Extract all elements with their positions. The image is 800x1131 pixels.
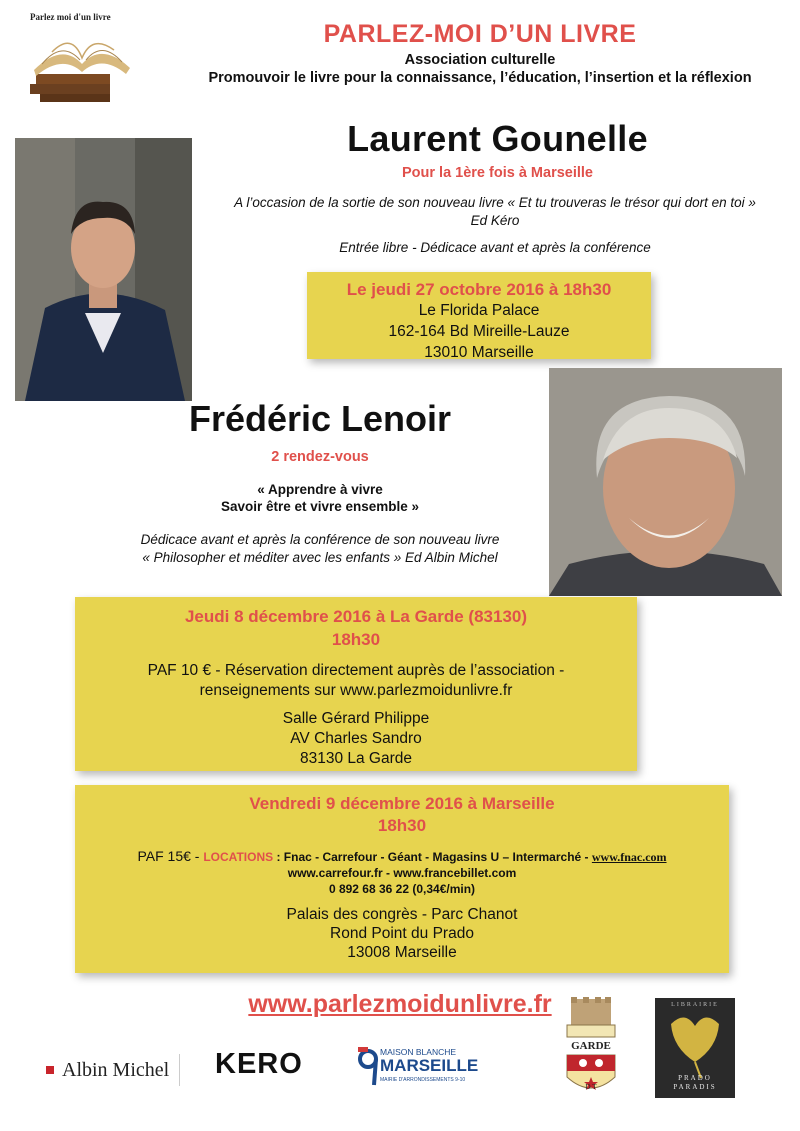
lenoir-event2-paf: PAF 15€ -	[137, 848, 204, 864]
lenoir-event2-box	[75, 785, 729, 973]
lenoir-event1-city: 83130 La Garde	[299, 750, 413, 767]
gounelle-entry-note: Entrée libre - Dédicace avant et après la conférence	[339, 240, 651, 255]
la-garde-crest-logo	[561, 997, 621, 1099]
lenoir-topic-line1: « Apprendre à vivre	[257, 482, 383, 497]
lenoir-event1-date: Jeudi 8 décembre 2016 à La Garde (83130)	[184, 607, 528, 626]
mairie-marseille-logo	[358, 1045, 483, 1093]
albin-michel-text: Albin Michel	[62, 1058, 170, 1081]
lenoir-description-line2: « Philosopher et méditer avec les enfants » Ed Albin Michel	[142, 550, 498, 565]
mairie-line2: MARSEILLE	[380, 1056, 479, 1075]
fnac-link[interactable]: www.fnac.com	[591, 850, 667, 864]
gounelle-event-venue: Le Florida Palace	[418, 302, 540, 319]
gounelle-event-city: 13010 Marseille	[424, 344, 534, 361]
logo-text: Parlez moi d'un livre	[30, 12, 111, 22]
ticket-links-line: www.carrefour.fr - www.francebillet.com	[287, 866, 517, 880]
lenoir-topic-line2: Savoir être et vivre ensemble »	[220, 499, 420, 514]
mairie-nine-icon	[358, 1047, 378, 1087]
lenoir-event1-time: 18h30	[331, 630, 381, 649]
lenoir-description-line1: Dédicace avant et après la conférence de son nouveau livre	[140, 532, 500, 547]
lenoir-event2-date: Vendredi 9 décembre 2016 à Marseille	[249, 794, 555, 813]
prado-top-text: LIBRAIRIE	[671, 1002, 719, 1008]
prado-line1: PRADO	[678, 1074, 712, 1082]
lenoir-event2-time: 18h30	[377, 816, 427, 835]
lenoir-event2-locations-line	[75, 847, 729, 865]
gounelle-first-time: Pour la 1ère fois à Marseille	[401, 165, 593, 181]
lenoir-event1-paf-line1: PAF 10 € - Réservation directement auprès de l’association -	[147, 662, 565, 679]
gounelle-description-line2: Ed Kéro	[470, 213, 520, 228]
prado-text	[655, 1074, 735, 1092]
lenoir-event2-venue: Palais des congrès - Parc Chanot	[286, 906, 518, 923]
gounelle-event-date: Le jeudi 27 octobre 2016 à 18h30	[346, 280, 612, 299]
lenoir-event2-address: Rond Point du Prado	[330, 925, 474, 942]
lenoir-event1-address: AV Charles Sandro	[290, 730, 422, 747]
lenoir-rdv: 2 rendez-vous	[271, 449, 369, 465]
gounelle-name: Laurent Gounelle	[347, 118, 648, 159]
org-tagline: Promouvoir le livre pour la connaissance, l’éducation, l’insertion et la réflexion	[208, 70, 752, 86]
crest-letters: D T	[585, 1083, 597, 1091]
prado-paradis-logo	[655, 998, 735, 1098]
lenoir-event1-venue: Salle Gérard Philippe	[282, 710, 430, 727]
locations-label: LOCATIONS	[203, 850, 274, 864]
frederic-lenoir-photo	[549, 368, 782, 596]
lenoir-event1-box	[75, 597, 637, 771]
albin-michel-logo	[40, 1054, 180, 1086]
albin-michel-square-icon	[46, 1066, 54, 1074]
gounelle-event-box	[307, 272, 651, 359]
mairie-line1: MAISON BLANCHE	[380, 1047, 457, 1057]
laurent-gounelle-photo	[15, 138, 192, 401]
association-logo	[22, 12, 134, 106]
ticket-phone: 0 892 68 36 22 (0,34€/min)	[328, 882, 476, 896]
crest-text: GARDE	[571, 1040, 611, 1052]
lenoir-name: Frédéric Lenoir	[188, 398, 452, 439]
lenoir-event1-paf-line2: renseignements sur www.parlezmoidunlivre.fr	[199, 682, 513, 699]
website-link[interactable]: www.parlezmoidunlivre.fr	[248, 990, 552, 1018]
locations-list: : Fnac - Carrefour - Géant - Magasins U – Intermarché -	[273, 850, 592, 864]
gounelle-event-address: 162-164 Bd Mireille-Lauze	[388, 323, 570, 340]
book-stack-icon	[22, 12, 134, 106]
prado-line2: PARADIS	[673, 1083, 717, 1091]
lenoir-event2-city: 13008 Marseille	[347, 944, 457, 961]
kero-logo: KERO	[215, 1048, 303, 1080]
gounelle-description-line1: A l’occasion de la sortie de son nouveau livre « Et tu trouveras le trésor qui dort en toi »	[234, 195, 756, 210]
org-subtitle: Association culturelle	[404, 52, 556, 68]
org-title: PARLEZ-MOI D’UN LIVRE	[323, 20, 637, 48]
mairie-line3: MAIRIE D'ARRONDISSEMENTS 9-10	[380, 1077, 466, 1083]
